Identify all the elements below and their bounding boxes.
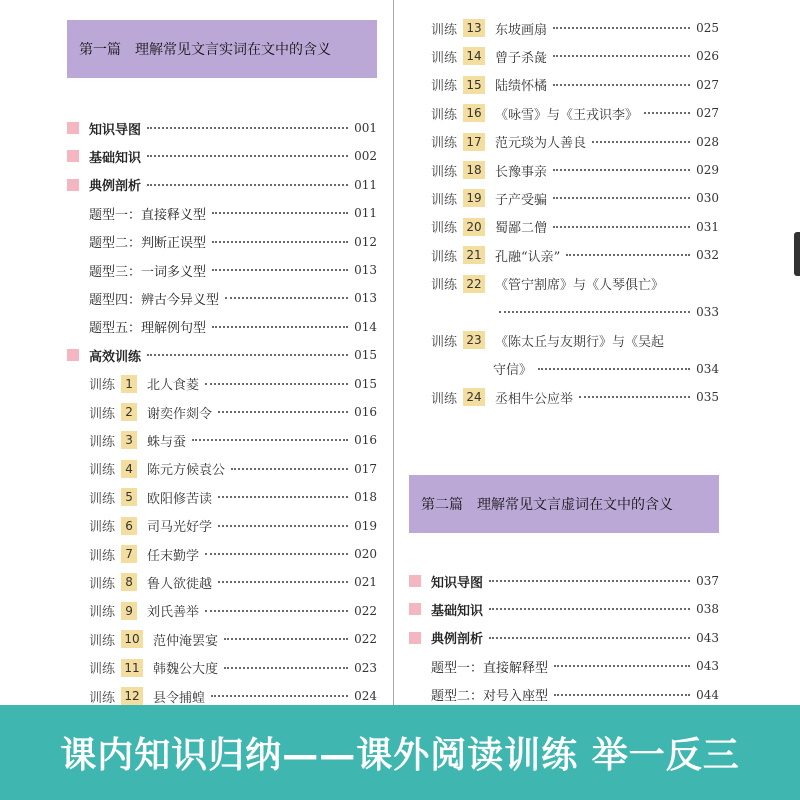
category-training[interactable] <box>67 343 377 367</box>
leader-dots <box>212 241 348 243</box>
exercise-prefix: 训练 <box>89 378 116 394</box>
exercise-number-badge: 6 <box>121 517 137 535</box>
category-knowledge-map[interactable] <box>409 569 719 593</box>
exercise-title: 蛛与蚕 <box>147 434 187 450</box>
toc-item-type[interactable] <box>89 258 377 282</box>
exercise-number-badge: 8 <box>121 573 137 591</box>
exercise-number-badge: 14 <box>463 47 485 65</box>
type-label: 题型一：直接解释型 <box>431 660 549 676</box>
toc-item-exercise[interactable] <box>89 372 377 396</box>
part1-title: 理解常见文言实词在文中的含义 <box>135 42 331 58</box>
part1-number: 第一篇 <box>79 42 121 58</box>
type-label: 题型二：判断正误型 <box>89 236 207 252</box>
page-number: 013 <box>354 263 377 277</box>
toc-item-exercise[interactable] <box>431 73 719 97</box>
part2-title: 理解常见文言虚词在文中的含义 <box>477 497 673 513</box>
leader-dots <box>499 311 690 313</box>
category-label: 基础知识 <box>89 150 142 166</box>
exercise-number-badge: 10 <box>121 630 143 648</box>
category-knowledge-map[interactable] <box>67 116 377 140</box>
type-label: 题型四：辨古今异义型 <box>89 292 220 308</box>
exercise-title: 丞相牛公应举 <box>495 391 574 407</box>
exercise-title: 刘氏善举 <box>147 605 200 621</box>
exercise-number-badge: 9 <box>121 602 137 620</box>
toc-item-exercise[interactable] <box>89 656 377 680</box>
category-label: 高效训练 <box>89 349 142 365</box>
category-square-icon <box>67 150 79 162</box>
toc-item-type[interactable] <box>431 654 719 678</box>
exercise-number-badge: 13 <box>463 19 485 37</box>
page-number: 018 <box>354 490 377 505</box>
exercise-title: 司马光好学 <box>147 520 213 536</box>
exercise-title: 北人食菱 <box>147 378 200 394</box>
page-number: 002 <box>354 149 377 164</box>
exercise-prefix: 训练 <box>431 164 458 180</box>
exercise-title: 《陈太丘与友期行》与《吴起 <box>495 334 665 350</box>
exercise-title: 曾子杀彘 <box>495 50 548 66</box>
page-number: 033 <box>696 305 719 319</box>
toc-item-continuation <box>493 357 719 381</box>
exercise-prefix: 训练 <box>89 463 116 479</box>
category-square-icon <box>409 603 421 615</box>
exercise-prefix: 训练 <box>89 662 116 678</box>
toc-item-exercise[interactable] <box>431 186 719 210</box>
toc-item-type[interactable] <box>89 315 377 339</box>
category-square-icon <box>409 632 421 644</box>
leader-dots <box>489 637 690 639</box>
leader-dots <box>554 665 690 667</box>
category-label: 基础知识 <box>431 603 484 619</box>
category-label: 知识导图 <box>89 122 142 138</box>
exercise-prefix: 训练 <box>89 520 116 536</box>
exercise-prefix: 训练 <box>89 548 116 564</box>
exercise-title: 孔融“认亲” <box>495 249 561 265</box>
exercise-prefix: 训练 <box>89 434 116 450</box>
leader-dots <box>205 610 348 612</box>
leader-dots <box>553 197 690 199</box>
toc-item-exercise[interactable] <box>89 627 377 651</box>
page-number: 014 <box>354 319 377 334</box>
exercise-number-badge: 12 <box>121 687 143 705</box>
toc-item-exercise[interactable] <box>89 400 377 424</box>
category-square-icon <box>409 575 421 587</box>
exercise-title: 鲁人欲徙越 <box>147 576 213 592</box>
exercise-number-badge: 5 <box>121 488 137 506</box>
page-number: 037 <box>696 574 719 588</box>
page-number: 034 <box>696 361 719 376</box>
toc-item-exercise[interactable] <box>89 428 377 452</box>
leader-dots <box>566 254 690 256</box>
exercise-title: 韩魏公大度 <box>153 662 219 678</box>
exercise-prefix: 训练 <box>89 605 116 621</box>
category-label: 知识导图 <box>431 575 484 591</box>
exercise-title: 范元琰为人善良 <box>495 136 587 152</box>
leader-dots <box>218 581 348 583</box>
type-label: 题型一：直接释义型 <box>89 207 207 223</box>
leader-dots <box>218 411 348 413</box>
category-square-icon <box>67 122 79 134</box>
leader-dots <box>225 297 348 299</box>
toc-item-exercise[interactable] <box>431 130 719 154</box>
toc-item-exercise[interactable] <box>431 328 719 352</box>
leader-dots <box>147 184 348 186</box>
exercise-number-badge: 2 <box>121 403 137 421</box>
page-number: 028 <box>696 134 719 149</box>
leader-dots <box>538 368 690 370</box>
exercise-prefix: 训练 <box>89 406 116 422</box>
type-label: 题型三：一词多义型 <box>89 264 207 280</box>
exercise-title: 《管宁割席》与《人琴俱亡》 <box>495 278 665 294</box>
page-number: 015 <box>354 348 377 363</box>
leader-dots <box>553 27 690 29</box>
leader-dots <box>205 553 348 555</box>
leader-dots <box>192 439 348 441</box>
exercise-prefix: 训练 <box>89 491 116 507</box>
leader-dots <box>218 496 348 498</box>
exercise-number-badge: 1 <box>121 375 137 393</box>
exercise-number-badge: 3 <box>121 431 137 449</box>
exercise-prefix: 训练 <box>431 334 458 350</box>
toc-item-exercise[interactable] <box>431 101 719 125</box>
page-number: 012 <box>354 234 377 249</box>
page-number: 001 <box>354 121 377 135</box>
toc-item-exercise[interactable] <box>431 385 719 409</box>
page-number: 019 <box>354 518 377 533</box>
category-label: 典例剖析 <box>89 179 142 195</box>
page-number: 035 <box>696 390 719 405</box>
leader-dots <box>147 354 348 356</box>
toc-item-continuation[interactable] <box>493 300 719 324</box>
part1-header <box>67 20 377 78</box>
leader-dots <box>489 608 690 610</box>
exercise-number-badge: 7 <box>121 545 137 563</box>
part2-number: 第二篇 <box>421 497 463 513</box>
exercise-prefix: 训练 <box>431 249 458 265</box>
toc-item-exercise[interactable] <box>431 215 719 239</box>
toc-item-exercise[interactable] <box>431 272 719 296</box>
page-number: 013 <box>354 291 377 306</box>
page-number: 030 <box>696 191 719 206</box>
category-basic-knowledge[interactable] <box>409 597 719 621</box>
exercise-number-badge: 21 <box>463 246 485 264</box>
toc-item-exercise[interactable] <box>431 44 719 68</box>
exercise-number-badge: 22 <box>463 275 485 293</box>
leader-dots <box>553 55 690 57</box>
leader-dots <box>553 169 690 171</box>
exercise-prefix: 训练 <box>89 576 116 592</box>
page-number: 043 <box>696 630 719 645</box>
leader-dots <box>205 383 348 385</box>
exercise-title: 陆绩怀橘 <box>495 79 548 95</box>
exercise-number-badge: 4 <box>121 460 137 478</box>
leader-dots <box>489 580 690 582</box>
exercise-prefix: 训练 <box>89 690 116 706</box>
edge-tab <box>794 232 800 276</box>
page-number: 023 <box>354 660 377 675</box>
exercise-number-badge: 23 <box>463 331 485 349</box>
leader-dots <box>212 269 348 271</box>
page-number: 026 <box>696 49 719 64</box>
page-number: 015 <box>354 376 377 391</box>
exercise-title: 县令捕蝗 <box>153 690 206 706</box>
leader-dots <box>147 127 348 129</box>
leader-dots <box>224 638 348 640</box>
page-number: 044 <box>696 687 719 702</box>
toc-item-type[interactable] <box>89 201 377 225</box>
page-number: 022 <box>354 603 377 618</box>
exercise-title: 《咏雪》与《王戎识李》 <box>495 107 639 123</box>
leader-dots <box>644 112 690 114</box>
exercise-prefix: 训练 <box>431 22 458 38</box>
exercise-prefix: 训练 <box>89 633 116 649</box>
category-label: 典例剖析 <box>431 632 484 648</box>
exercise-number-badge: 17 <box>463 133 485 151</box>
toc-item-exercise[interactable] <box>89 457 377 481</box>
toc-item-type[interactable] <box>89 286 377 310</box>
page-number: 022 <box>354 632 377 647</box>
leader-dots <box>212 326 348 328</box>
page-number: 016 <box>354 433 377 448</box>
leader-dots <box>553 226 690 228</box>
exercise-prefix: 训练 <box>431 221 458 237</box>
leader-dots <box>554 694 690 696</box>
exercise-number-badge: 16 <box>463 104 485 122</box>
page-number: 017 <box>354 461 377 476</box>
exercise-prefix: 训练 <box>431 107 458 123</box>
toc-item-type[interactable] <box>89 230 377 254</box>
category-square-icon <box>67 349 79 361</box>
type-label: 题型二：对号入座型 <box>431 689 549 705</box>
page-number: 038 <box>696 602 719 617</box>
page-number: 021 <box>354 575 377 590</box>
category-basic-knowledge[interactable] <box>67 144 377 168</box>
page-number: 043 <box>696 659 719 674</box>
leader-dots <box>224 667 348 669</box>
page-number: 011 <box>354 206 377 221</box>
exercise-number-badge: 24 <box>463 388 485 406</box>
exercise-prefix: 训练 <box>431 79 458 95</box>
exercise-prefix: 训练 <box>431 278 458 294</box>
page-number: 024 <box>354 689 377 703</box>
exercise-title: 东坡画扇 <box>495 22 548 38</box>
exercise-number-badge: 18 <box>463 161 485 179</box>
promo-banner <box>0 705 800 800</box>
page-number: 032 <box>696 248 719 263</box>
toc-item-exercise[interactable] <box>431 16 719 40</box>
type-label: 题型五：理解例句型 <box>89 321 207 337</box>
leader-dots <box>553 84 690 86</box>
toc-item-exercise[interactable] <box>89 570 377 594</box>
category-example-analysis[interactable] <box>67 173 377 197</box>
category-example-analysis[interactable] <box>409 626 719 650</box>
category-square-icon <box>67 179 79 191</box>
page-number: 020 <box>354 547 377 561</box>
toc-item-exercise[interactable] <box>89 514 377 538</box>
exercise-prefix: 训练 <box>431 50 458 66</box>
leader-dots <box>579 396 690 398</box>
exercise-number-badge: 15 <box>463 76 485 94</box>
leader-dots <box>211 695 348 697</box>
banner-text: 课内知识归纳——课外阅读训练 举一反三 <box>60 735 740 776</box>
toc-item-exercise[interactable] <box>431 243 719 267</box>
page-number: 016 <box>354 405 377 419</box>
exercise-title: 蜀鄙二僧 <box>495 221 548 237</box>
page-number: 025 <box>696 21 719 35</box>
exercise-title: 子产受骗 <box>495 192 548 208</box>
exercise-prefix: 训练 <box>431 192 458 208</box>
exercise-title: 欧阳修苦读 <box>147 491 213 507</box>
page-number: 031 <box>696 219 719 234</box>
exercise-number-badge: 20 <box>463 218 485 236</box>
toc-item-exercise[interactable] <box>431 158 719 182</box>
leader-dots <box>218 525 348 527</box>
toc-item-type[interactable] <box>431 683 719 707</box>
exercise-title-cont: 守信》 <box>493 363 533 379</box>
toc-item-exercise[interactable] <box>89 485 377 509</box>
page-number: 011 <box>354 177 377 192</box>
page-number: 029 <box>696 163 719 177</box>
exercise-prefix: 训练 <box>431 136 458 152</box>
exercise-number-badge: 11 <box>121 659 143 677</box>
exercise-title: 陈元方候袁公 <box>147 463 226 479</box>
leader-dots <box>147 155 348 157</box>
exercise-prefix: 训练 <box>431 391 458 407</box>
part2-header <box>409 475 719 533</box>
exercise-number-badge: 19 <box>463 189 485 207</box>
leader-dots <box>212 212 348 214</box>
page-number: 027 <box>696 106 719 121</box>
toc-item-exercise[interactable] <box>89 542 377 566</box>
leader-dots <box>231 468 348 470</box>
column-divider <box>393 0 394 705</box>
toc-item-exercise[interactable] <box>89 599 377 623</box>
page-number: 027 <box>696 77 719 92</box>
exercise-title: 谢奕作剡令 <box>147 406 213 422</box>
exercise-title: 长豫事亲 <box>495 164 548 180</box>
exercise-title: 范仲淹罢宴 <box>153 633 219 649</box>
exercise-title: 任末勤学 <box>147 548 200 564</box>
leader-dots <box>592 141 690 143</box>
